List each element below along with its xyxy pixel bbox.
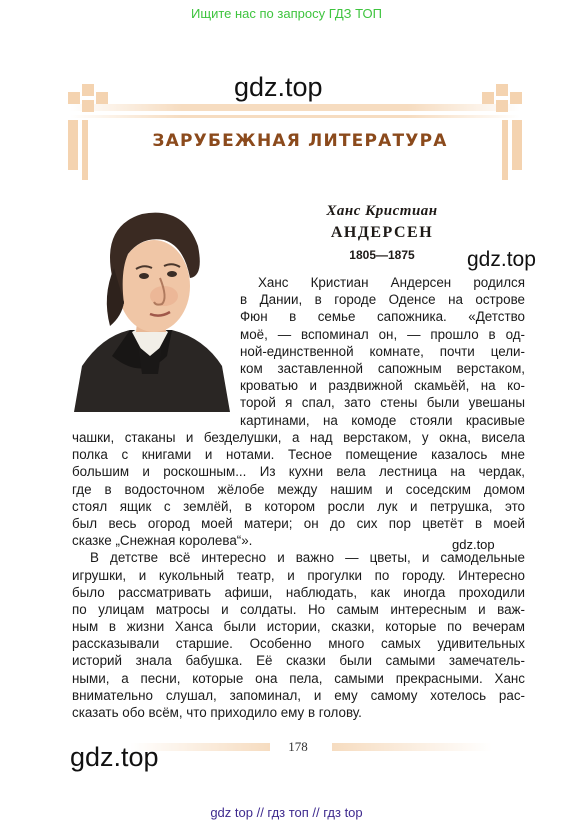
- text-line: кроватью и раздвижной скамьёй, на ко-: [240, 378, 525, 394]
- text-line: игрушки, и кукольный театр, и прогулки по городу. Интересно: [72, 567, 525, 583]
- text-line: по улицам матросы и солдаты. Но самым интересным и важ-: [72, 601, 525, 617]
- page-number: 178: [288, 739, 308, 754]
- text-line: ной-единственной комнате, почти цели-: [240, 343, 525, 359]
- text-line: чашки, стаканы и безделушки, а над верстаком, у окна, висела: [72, 430, 525, 445]
- watermark-right: gdz.top: [467, 248, 536, 271]
- text-line: сказке „Снежная королева“».: [72, 533, 253, 549]
- text-line: было рассматривать афиши, наблюдать, как иногда проходили: [72, 584, 525, 600]
- author-first-name: Ханс Кристиан: [326, 203, 438, 219]
- text-line: Ханс Кристиан Андерсен родился: [258, 275, 525, 290]
- text-block-narrow: [240, 274, 525, 429]
- text-line: моё, — вспоминал он, — прошло в од-: [240, 326, 525, 342]
- text-line: большим и роскошным... Из кухни вела лестница на чердак,: [72, 464, 525, 480]
- text-line: был весь огород моей матери; он до сих пор цветёт в моей: [72, 515, 525, 531]
- text-line: В детстве всё интересно и важно — цветы, и самодельные: [90, 550, 525, 566]
- text-line: внимательно слушал, запоминал, и ему самому хотелось рас-: [72, 687, 525, 703]
- footer-links[interactable]: gdz top // гдз топ // гдз top: [210, 805, 363, 820]
- text-line: полка с книгами и нотами. Тесное помещение казалось мне: [72, 447, 525, 463]
- text-line: ным в жизни Ханса были истории, сказки, которые по вечерам: [72, 619, 525, 635]
- text-block-wide: [72, 429, 525, 721]
- text-line: Фюн в семье сапожника. «Детство: [240, 309, 525, 325]
- text-line: в Дании, в городе Оденсе на острове: [240, 292, 525, 308]
- text-line: где в водосточном жёлобе между нашим и соседским домом: [72, 481, 525, 497]
- text-line: торой я спал, зато стены были увешаны: [240, 395, 525, 411]
- top-banner[interactable]: Ищите нас по запросу ГДЗ ТОП: [191, 6, 382, 21]
- watermark-top: gdz.top: [234, 72, 323, 102]
- text-line: ными, а песни, которые она пела, самыми прекрасными. Ханс: [72, 670, 525, 686]
- text-line: сказать обо всём, что приходило ему в голову.: [72, 705, 362, 720]
- text-line: ком заставленной сапожным верстаком,: [240, 360, 525, 376]
- text-line: картинами, на комоде стояли красивые: [240, 412, 525, 428]
- section-title: ЗАРУБЕЖНАЯ ЛИТЕРАТУРА: [152, 131, 448, 151]
- text-line: стоял ящик с землёй, в котором росли лук и петрушка, это: [72, 498, 525, 514]
- author-last-name: АНДЕРСЕН: [330, 224, 434, 241]
- andersen-portrait: [72, 206, 232, 412]
- watermark-small: gdz.top: [452, 537, 495, 552]
- text-line: историй знала бабушка. Её сказки были самыми замечатель-: [72, 653, 525, 669]
- author-years: 1805—1875: [349, 248, 415, 262]
- text-line: рассказывали старшие. Особенно много самых удивительных: [72, 636, 525, 652]
- watermark-bottom: gdz.top: [70, 742, 159, 772]
